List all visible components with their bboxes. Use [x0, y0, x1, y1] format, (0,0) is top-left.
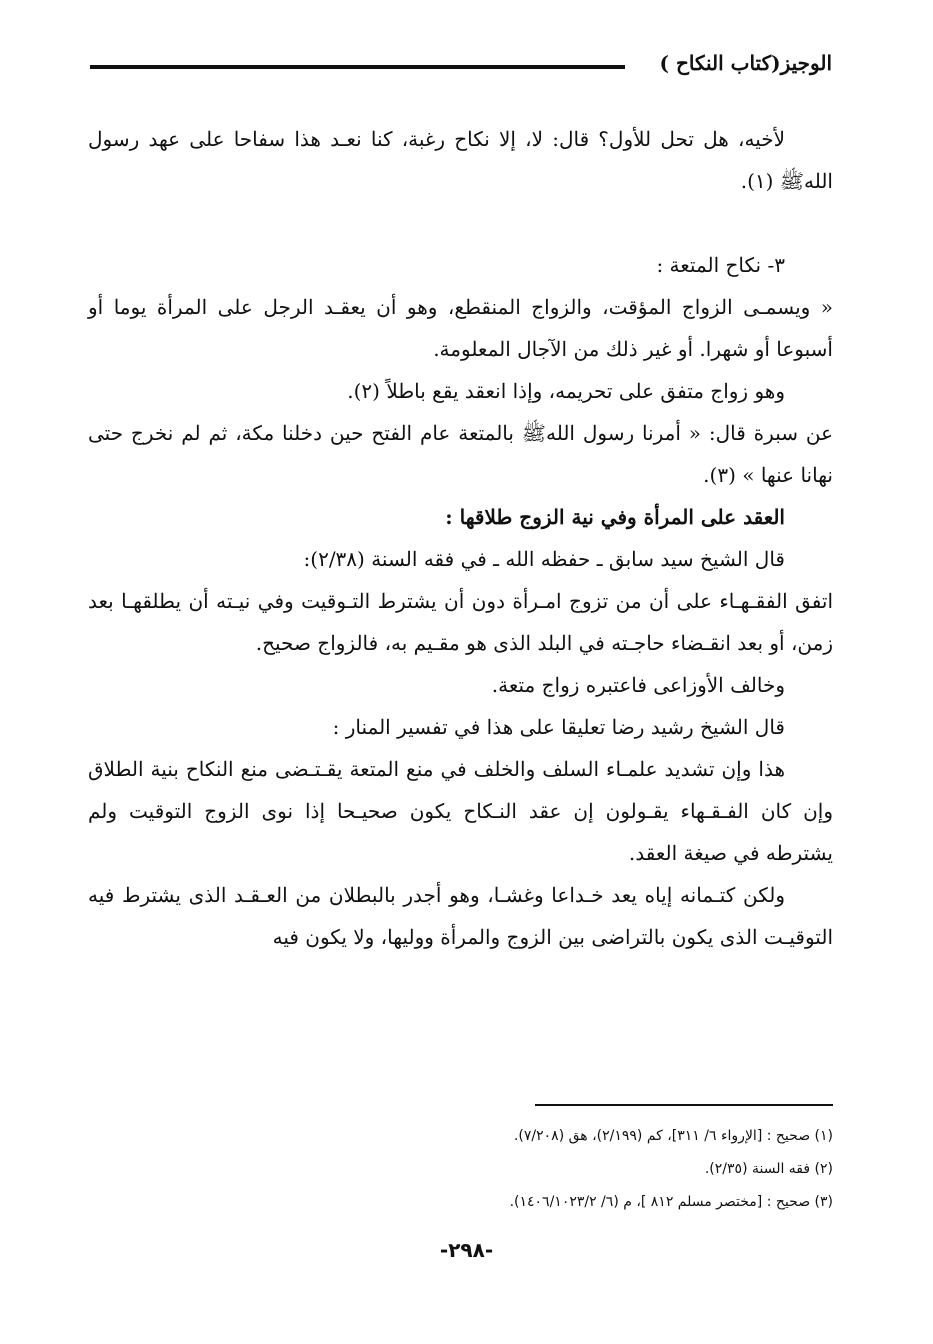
paragraph-3: « ويسمـى الزواج المؤقت، والزواج المنقطع، وهو أن يعقـد الرجل على المرأة يوما أو أسبوعا أو شهرا. أو غير ذلك من الآجال المعلومة.	[88, 295, 833, 361]
paragraph-4: وهو زواج متفق على تحريمه، وإذا انعقد يقع باطلاً (٢).	[347, 379, 785, 403]
paragraph-11: هذا وإن تشديد علمـاء السلف والخلف في منع المتعة يقـتـضى منع النكاح بنية الطلاق وإن كان الفـقـهاء يقـولون إن عقد النـكاح يكون صحيـحا إذا نوى الزوج التوقيت ولم يشترطه في صيغة العقد.	[88, 757, 833, 865]
header-rule	[90, 65, 625, 69]
paragraph-5: عن سبرة قال: « أمرنا رسول اللهﷺ بالمتعة عام الفتح حين دخلنا مكة، ثم لم نخرج حتى نهانا عنها » (٣).	[88, 421, 833, 487]
paragraph-gap	[88, 202, 833, 244]
body-text	[88, 118, 833, 958]
paragraph-8: اتفق الفقـهـاء على أن من تزوج امـرأة دون أن يشترط التـوقيت وفي نيـته أن يطلقهـا بعد زمن، أو بعد انقـضاء حاجـته في البلد الذى هو مقـيم به، فالزواج صحيح.	[88, 589, 833, 655]
footnote-2: (٢) فقه السنة (٢/٣٥).	[704, 1161, 833, 1177]
section-title-mutah: ٣- نكاح المتعة :	[656, 253, 785, 277]
footnote-rule	[535, 1104, 833, 1106]
page-number: -٢٩٨-	[439, 1238, 494, 1262]
paragraph-10: قال الشيخ رشيد رضا تعليقا على هذا في تفسير المنار :	[332, 715, 785, 739]
footnote-1: (١) صحيح : [الإرواء ٦/ ٣١١]، كم (٢/١٩٩)، هق (٧/٢٠٨).	[513, 1128, 833, 1144]
header-title: الوجيز(كتاب النكاح )	[659, 51, 832, 75]
running-header	[90, 48, 832, 84]
paragraph-1: لأخيه، هل تحل للأول؟ قال: لا، إلا نكاح رغبة، كنا نعـد هذا سفاحا على عهد رسول اللهﷺ (١).	[88, 127, 833, 193]
paragraph-9: وخالف الأوزاعى فاعتبره زواج متعة.	[491, 673, 785, 697]
paragraph-12: ولكن كتـمانه إياه يعد خـداعا وغشـا، وهو أجدر بالبطلان من العـقـد الذى يشترط فيه التوقيـت الذى يكون بالتراضى بين الزوج والمرأة ووليها، ولا يكون فيه	[88, 883, 833, 949]
section-heading: العقد على المرأة وفي نية الزوج طلاقها :	[445, 505, 785, 529]
footnote-3: (٣) صحيح : [مختصر مسلم ٨١٢ ]، م (٦/ ١٤٠٦/١٠٢٣/٢).	[509, 1194, 833, 1210]
paragraph-7: قال الشيخ سيد سابق ـ حفظه الله ـ في فقه السنة (٢/٣٨):	[303, 547, 785, 571]
footnotes	[193, 1120, 833, 1219]
